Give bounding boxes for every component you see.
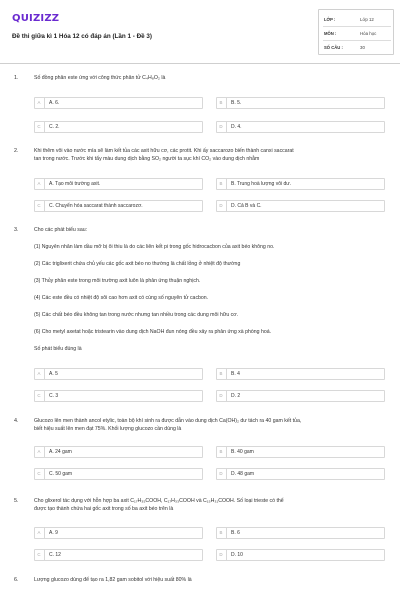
question-text: tan trong nước. Trước khi tẩy màu dung dịch bằng SO₂ người ta sục khí CO₂ vào dung dịch nhằm [34, 156, 260, 162]
statement-3: (3) Thủy phân este trong môi trường axit luôn là phản ứng thuận nghịch. [34, 278, 201, 284]
option-letter: B [216, 178, 227, 190]
option-text: B. 40 gam [231, 449, 254, 455]
question-text: biết hiệu suất lên men đạt 75%. Khối lượng glucozo cần dùng là [34, 426, 182, 432]
option-box [34, 368, 203, 380]
option-text: B. Trung hoà lượng vôi dư. [231, 181, 292, 187]
option-text: A. Tạo môi trường axit. [49, 181, 101, 187]
option-text: C. 3 [49, 393, 59, 399]
option-text: C. Chuyển hóa saccarat thành saccarozơ. [49, 203, 143, 209]
option-letter: A [34, 446, 45, 458]
question-text: Khi thêm vôi vào nước mía sẽ làm kết tủa các axit hữu cơ, các protit. Khi ấy saccarozo biến thành canxi saccarat [34, 148, 294, 154]
option-letter: D [216, 121, 227, 133]
option-letter: C [34, 549, 45, 561]
option-text: D. 10 [231, 552, 243, 558]
option-text: D. Cả B và C. [231, 203, 262, 209]
quizizz-logo: QUIZIZZ [12, 13, 60, 24]
option-letter: A [34, 368, 45, 380]
header-divider [0, 63, 400, 64]
question-number: 5. [14, 498, 19, 504]
option-box [216, 390, 385, 402]
meta-row-count [319, 45, 395, 57]
option-box [216, 368, 385, 380]
question-prompt: Số phát biểu đúng là [34, 346, 82, 352]
option-box [216, 97, 385, 109]
option-letter: C [34, 390, 45, 402]
statement-6: (6) Cho metyl axetat hoặc tristearin vào dung dịch NaOH đun nóng đều xảy ra phản ứng xà phòng hoá. [34, 329, 272, 335]
option-box [216, 527, 385, 539]
option-letter: D [216, 200, 227, 212]
option-letter: C [34, 200, 45, 212]
meta-divider [323, 26, 391, 27]
option-text: D. 48 gam [231, 471, 255, 477]
question-number: 6. [14, 577, 19, 583]
option-box [34, 97, 203, 109]
option-text: C. 2. [49, 124, 60, 130]
option-text: A. 5 [49, 371, 58, 377]
option-letter: A [34, 97, 45, 109]
question-text: Cho các phát biểu sau: [34, 227, 88, 233]
question-text: Số đồng phân este ứng với công thức phân tử C₄H₈O₂ là [34, 75, 166, 81]
option-text: A. 24 gam [49, 449, 72, 455]
option-letter: A [34, 527, 45, 539]
option-letter: B [216, 97, 227, 109]
question-number: 3. [14, 227, 19, 233]
meta-key: SỐ CÂU : [324, 45, 343, 50]
option-letter: B [216, 446, 227, 458]
statement-2: (2) Các triglixerit chứa chủ yếu các gốc axit béo no thường là chất lỏng ở nhiệt độ thường [34, 261, 241, 267]
question-number: 4. [14, 418, 19, 424]
statement-5: (5) Các chất béo đều không tan trong nước nhưng tan nhiều trong các dung môi hữu cơ. [34, 312, 239, 318]
question-text: Glucozo lên men thành ancol etylic, toàn bộ khí sinh ra được dẫn vào dung dịch Ca(OH)₂ dư tách ra 40 gam kết tủa, [34, 418, 302, 424]
option-text: C. 12 [49, 552, 61, 558]
meta-key: MÔN : [324, 31, 337, 36]
option-text: A. 9 [49, 530, 58, 536]
question-number: 2. [14, 148, 19, 154]
option-letter: D [216, 549, 227, 561]
statement-4: (4) Các este đều có nhiệt độ sôi cao hơn axit có cùng số nguyên tử cacbon. [34, 295, 209, 301]
question-text: Cho glixerol tác dụng với hỗn hợp ba axit C₁₇H₃₅COOH, C₁₇H₃₃COOH và C₁₅H₃₁COOH. Số loại trieste có thể [34, 498, 284, 504]
option-text: C. 50 gam [49, 471, 73, 477]
option-text: B. 6 [231, 530, 240, 536]
meta-row-subject [319, 31, 395, 43]
option-text: A. 6. [49, 100, 60, 106]
option-letter: C [34, 121, 45, 133]
question-text: Lượng glucozo dùng để tạo ra 1,82 gam sobitol với hiệu suất 80% là [34, 577, 192, 583]
option-letter: D [216, 468, 227, 480]
option-text: D. 2 [231, 393, 241, 399]
meta-key: LỚP : [324, 17, 336, 22]
option-letter: A [34, 178, 45, 190]
meta-divider [323, 40, 391, 41]
question-text: được tạo thành chứa hai gốc axit trong số ba axit béo trên là [34, 506, 174, 512]
meta-info-box [318, 9, 394, 55]
question-number: 1. [14, 75, 19, 81]
option-letter: D [216, 390, 227, 402]
option-text: D. 4. [231, 124, 242, 130]
option-letter: C [34, 468, 45, 480]
meta-value: Lớp 12 [360, 17, 374, 22]
meta-value: 30 [360, 45, 365, 50]
option-box [34, 390, 203, 402]
meta-value: Hóa học [360, 31, 377, 36]
option-box [34, 527, 203, 539]
document-header [0, 0, 400, 64]
page-title: Đề thi giữa kì 1 Hóa 12 có đáp án (Lần 1 - Đề 3) [12, 33, 152, 40]
option-letter: B [216, 527, 227, 539]
option-text: B. 4 [231, 371, 240, 377]
option-text: B. 5. [231, 100, 242, 106]
meta-row-class [319, 17, 395, 29]
statement-1: (1) Nguyên nhân làm dầu mỡ bị ôi thiu là do các liên kết pi trong gốc hidrocacbon của axit béo không no. [34, 244, 275, 250]
option-letter: B [216, 368, 227, 380]
